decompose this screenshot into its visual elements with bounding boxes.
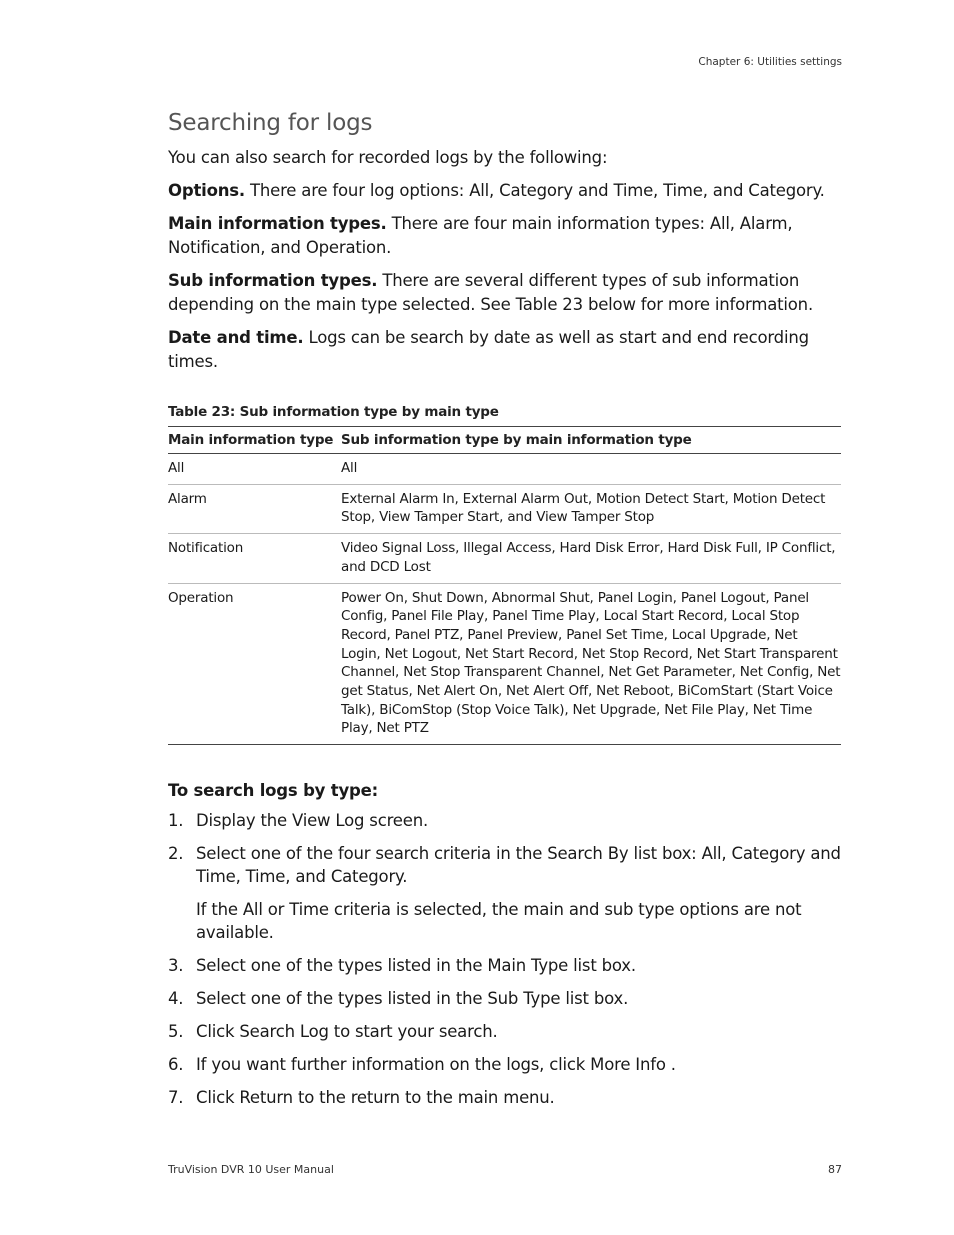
step-number: 4. bbox=[168, 989, 184, 1009]
step-number: 2. bbox=[168, 844, 184, 864]
options-paragraph bbox=[168, 179, 842, 203]
step-item bbox=[168, 987, 842, 1010]
table-row bbox=[168, 583, 841, 745]
intro-paragraph: You can also search for recorded logs by the following: bbox=[168, 148, 608, 167]
main-types-text: There are four main information types: All, Alarm, Notification, and Operation. bbox=[168, 214, 793, 257]
sub-type-table bbox=[168, 426, 841, 745]
table-row bbox=[168, 454, 841, 485]
step-number: 6. bbox=[168, 1055, 184, 1075]
step-text: Display the View Log screen. bbox=[196, 811, 428, 831]
procedure-title: To search logs by type: bbox=[168, 781, 379, 801]
table-cell-sub: Video Signal Loss, Illegal Access, Hard Disk Error, Hard Disk Full, IP Conflict, and DCD Lost bbox=[341, 534, 841, 583]
step-item bbox=[168, 1020, 842, 1043]
step-item bbox=[168, 842, 842, 944]
table-header-main: Main information type bbox=[168, 427, 341, 454]
table-row bbox=[168, 484, 841, 533]
step-item bbox=[168, 1053, 842, 1076]
step-item bbox=[168, 954, 842, 977]
procedure-steps bbox=[168, 809, 842, 1109]
table-cell-main: Notification bbox=[168, 534, 341, 583]
sub-types-paragraph bbox=[168, 269, 842, 317]
date-time-text: Logs can be search by date as well as start and end recording times. bbox=[168, 328, 809, 371]
options-text: There are four log options: All, Category and Time, Time, and Category. bbox=[244, 181, 825, 200]
table-cell-sub: All bbox=[341, 454, 841, 485]
step-text: Select one of the four search criteria in the Search By list box: All, Category and Time, Time, and Category. bbox=[196, 844, 841, 887]
chapter-header: Chapter 6: Utilities settings bbox=[698, 56, 842, 68]
step-text: Click Search Log to start your search. bbox=[196, 1022, 498, 1042]
table-cell-sub: External Alarm In, External Alarm Out, Motion Detect Start, Motion Detect Stop, View Tamper Start, and View Tamper Stop bbox=[341, 484, 841, 533]
step-text: If you want further information on the logs, click More Info . bbox=[196, 1055, 676, 1075]
main-types-paragraph bbox=[168, 212, 842, 260]
step-text: Click Return to the return to the main menu. bbox=[196, 1088, 555, 1108]
step-number: 7. bbox=[168, 1088, 184, 1108]
table-cell-sub: Power On, Shut Down, Abnormal Shut, Panel Login, Panel Logout, Panel Config, Panel File Play, Panel Time Play, Local Start Record, Local Stop Record, Panel PTZ, Panel Preview, Panel Set Time, Local Upgrade, Net Login, Net Logout, Net Start Record, Net Stop Record, Net Start Transparent Channel, Net Stop Transparent Channel, Net Get Parameter, Net Config, Net get Status, Net Alert On, Net Alert Off, Net Reboot, BiComStart (Start Voice Talk), BiComStop (Stop Voice Talk), Net Upgrade, Net File Play, Net Time Play, Net PTZ bbox=[341, 583, 841, 745]
sub-types-term: Sub information types. bbox=[168, 271, 378, 290]
step-item bbox=[168, 1086, 842, 1109]
date-time-paragraph bbox=[168, 326, 842, 374]
footer-page-number: 87 bbox=[828, 1163, 842, 1176]
date-time-term: Date and time. bbox=[168, 328, 304, 347]
options-term: Options. bbox=[168, 181, 245, 200]
step-text: Select one of the types listed in the Main Type list box. bbox=[196, 956, 636, 976]
table-cell-main: Alarm bbox=[168, 484, 341, 533]
table-header-sub: Sub information type by main information type bbox=[341, 427, 841, 454]
step-number: 1. bbox=[168, 811, 184, 831]
step-item bbox=[168, 809, 842, 832]
footer-manual-title: TruVision DVR 10 User Manual bbox=[168, 1163, 334, 1176]
section-title: Searching for logs bbox=[168, 110, 373, 136]
step-note: If the All or Time criteria is selected, the main and sub type options are not available. bbox=[196, 900, 802, 943]
table-header-row bbox=[168, 427, 841, 454]
table-row bbox=[168, 534, 841, 583]
page-content bbox=[168, 110, 842, 1119]
table-caption: Table 23: Sub information type by main type bbox=[168, 404, 499, 420]
step-number: 3. bbox=[168, 956, 184, 976]
table-cell-main: Operation bbox=[168, 583, 341, 745]
step-number: 5. bbox=[168, 1022, 184, 1042]
step-text: Select one of the types listed in the Sub Type list box. bbox=[196, 989, 629, 1009]
table-cell-main: All bbox=[168, 454, 341, 485]
sub-types-text: There are several different types of sub information depending on the main type selected. See Table 23 below for more information. bbox=[168, 271, 813, 314]
main-types-term: Main information types. bbox=[168, 214, 387, 233]
